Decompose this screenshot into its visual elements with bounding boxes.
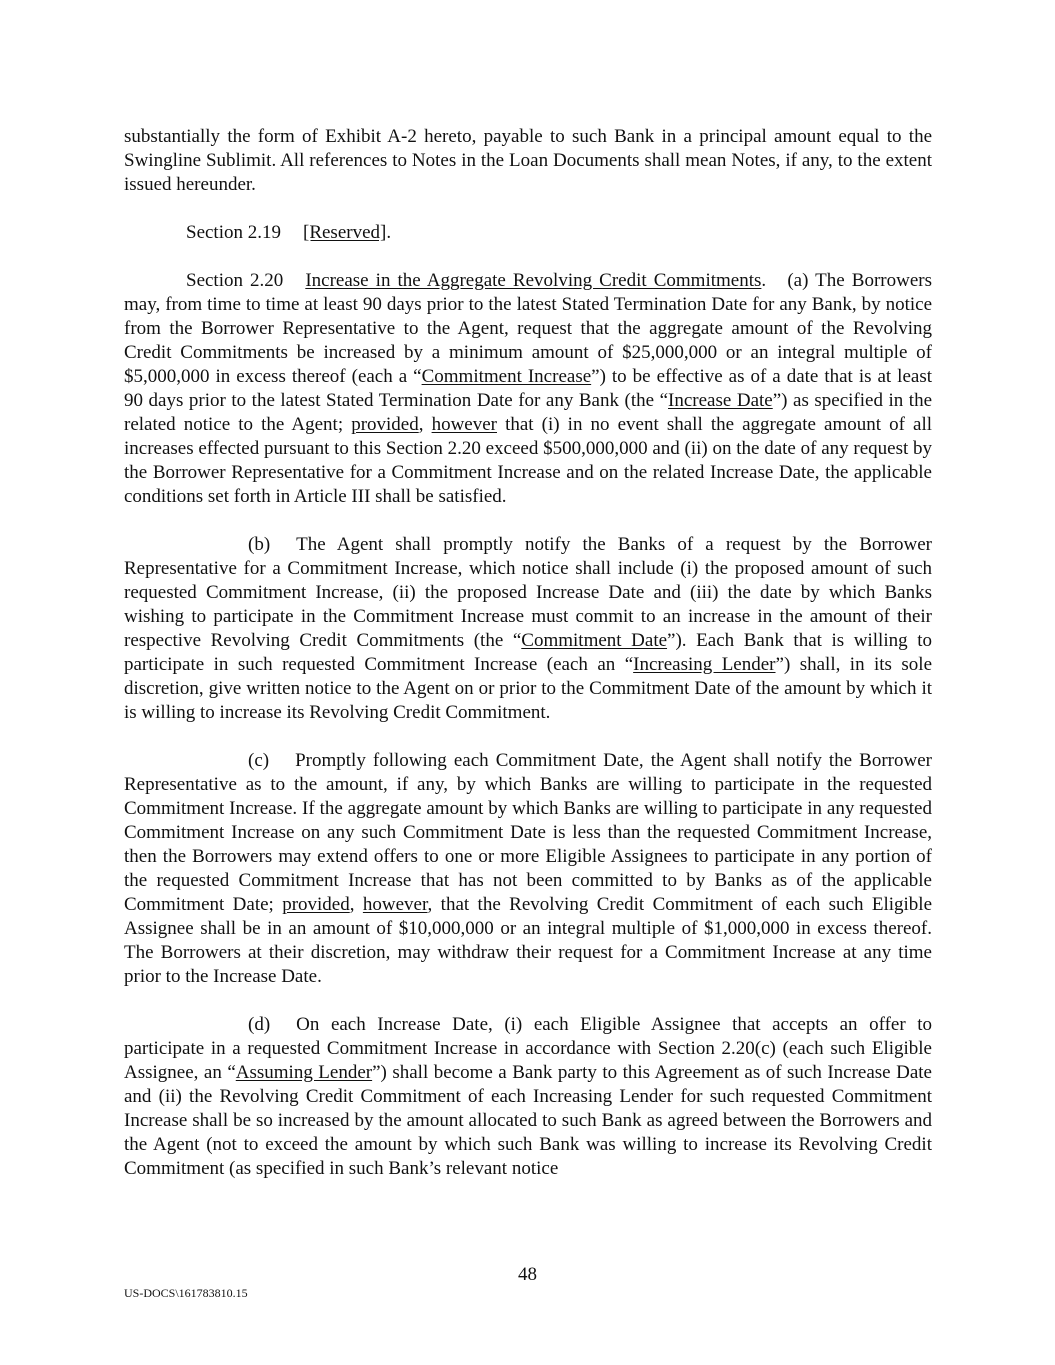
continuation-text: substantially the form of Exhibit A-2 hereto, payable to such Bank in a principal amount equal to the Swingline Sublimit. All references to Notes in the Loan Documents shall mean Notes, if any, to the extent issued hereunder.	[124, 126, 932, 195]
subsection-label: (b)	[248, 534, 271, 555]
defined-term: Increase Date	[668, 390, 773, 411]
defined-term: Increasing Lender	[633, 654, 776, 675]
section-title-period: .	[386, 222, 392, 243]
paragraph-text: ,	[349, 894, 363, 915]
paragraph-text: ”) shall, in its sole discretion, give written notice to the Agent on or prior to the Commitment Date of the amount by which it is willing to increase its Revolving Credit Commitment.	[124, 654, 932, 723]
section-title: [Reserved]	[303, 222, 387, 243]
document-body	[124, 125, 932, 1205]
paragraph-text: , that the Revolving Credit Commitment of each such Eligible Assignee shall be in an amount of $10,000,000 or an integral multiple of $1,000,000 in excess thereof. The Borrowers at their discretion, may withdraw their request for a Commitment Increase at any time prior to the Increase Date.	[124, 894, 932, 987]
section-2-20-c	[124, 749, 932, 989]
paragraph-text: The Borrowers may, from time to time at least 90 days prior to the latest Stated Termination Date for any Bank, by notice from the Borrower Representative to the Agent, request that the aggregate amount of the Revolving Credit Commitments be increased by a minimum amount of $25,000,000 or an integral multiple of $5,000,000 in excess thereof (each a “	[124, 270, 932, 387]
subsection-label: (c)	[248, 750, 270, 771]
proviso-term: provided	[351, 414, 419, 435]
proviso-term: however	[362, 894, 428, 915]
subsection-label: (a)	[787, 270, 809, 291]
section-number: Section 2.20	[186, 270, 284, 291]
document-id: US-DOCS\161783810.15	[124, 1286, 248, 1300]
paragraph-text: ”) as specified in the related notice to the Agent;	[124, 390, 932, 435]
section-title: Increase in the Aggregate Revolving Credit Commitments	[305, 270, 762, 291]
paragraph-text: On each Increase Date, (i) each Eligible Assignee that accepts an offer to participate in a requested Commitment Increase in accordance with Section 2.20(c) (each such Eligible Assignee, an “	[124, 1014, 932, 1083]
continuation-paragraph	[124, 125, 932, 197]
page-number: 48	[518, 1264, 537, 1285]
defined-term: Commitment Date	[521, 630, 668, 651]
section-number: Section 2.19	[186, 222, 281, 243]
paragraph-text: ,	[418, 414, 432, 435]
defined-term: Commitment Increase	[421, 366, 592, 387]
paragraph-text: ”) shall become a Bank party to this Agreement as of such Increase Date and (ii) the Revolving Credit Commitment of each Increasing Lender for such requested Commitment Increase shall be so increased by the amount allocated to such Bank as agreed between the Borrowers and the Agent (not to exceed the amount by which such Bank was willing to increase its Revolving Credit Commitment (as specified in such Bank’s relevant notice	[124, 1062, 932, 1179]
proviso-term: provided	[282, 894, 350, 915]
section-2-20-b	[124, 533, 932, 725]
section-2-19	[124, 221, 932, 245]
defined-term: Assuming Lender	[235, 1062, 373, 1083]
subsection-label: (d)	[248, 1014, 271, 1035]
paragraph-text: The Agent shall promptly notify the Banks of a request by the Borrower Representative for a Commitment Increase, which notice shall include (i) the proposed amount of such requested Commitment Increase, (ii) the proposed Increase Date and (iii) the date by which Banks wishing to participate in the Commitment Increase must commit to an increase in the amount of their respective Revolving Credit Commitments (the “	[124, 534, 932, 651]
paragraph-text: Promptly following each Commitment Date, the Agent shall notify the Borrower Representative as to the amount, if any, by which Banks are willing to participate in the requested Commitment Increase. If the aggregate amount by which Banks are willing to participate in any requested Commitment Increase on any such Commitment Date is less than the requested Commitment Increase, then the Borrowers may extend offers to one or more Eligible Assignees to participate in any portion of the requested Commitment Increase that has not been committed to by Banks as of the applicable Commitment Date;	[124, 750, 932, 915]
section-2-20-d	[124, 1013, 932, 1181]
paragraph-text: ”) to be effective as of a date that is at least 90 days prior to the latest Stated Termination Date for any Bank (the “	[124, 366, 932, 411]
proviso-term: however	[431, 414, 497, 435]
paragraph-text: that (i) in no event shall the aggregate amount of all increases effected pursuant to this Section 2.20 exceed $500,000,000 and (ii) on the date of any request by the Borrower Representative for a Commitment Increase and on the related Increase Date, the applicable conditions set forth in Article III shall be satisfied.	[124, 414, 933, 507]
paragraph-text: ”). Each Bank that is willing to participate in such requested Commitment Increase (each an “	[124, 630, 932, 675]
section-2-20-a: Section 2.20 Increase in the Aggregate Revolving Credit Commitments. (a) The Borrowers may, from time to time at least 90 days prior to the latest Stated Termination Date for any Bank, by notice from the Borrower Representative to the Agent, request that the aggregate amount of the Revolving Credit Commitments be increased by a minimum amount of $25,000,000 or an integral multiple of $5,000,000 in excess thereof (each a “Commitment Increase”) to be effective as of a date that is at least 90 days prior to the latest Stated Termination Date for any Bank (the “Increase Date”) as specified in the related notice to the Agent; provided, however that (i) in no event shall the aggregate amount of all increases effected pursuant to this Section 2.20 exceed $500,000,000 and (ii) on the date of any request by the Borrower Representative for a Commitment Increase and on the related Increase Date, the applicable conditions set forth in Article III shall be satisfied.	[124, 270, 933, 507]
